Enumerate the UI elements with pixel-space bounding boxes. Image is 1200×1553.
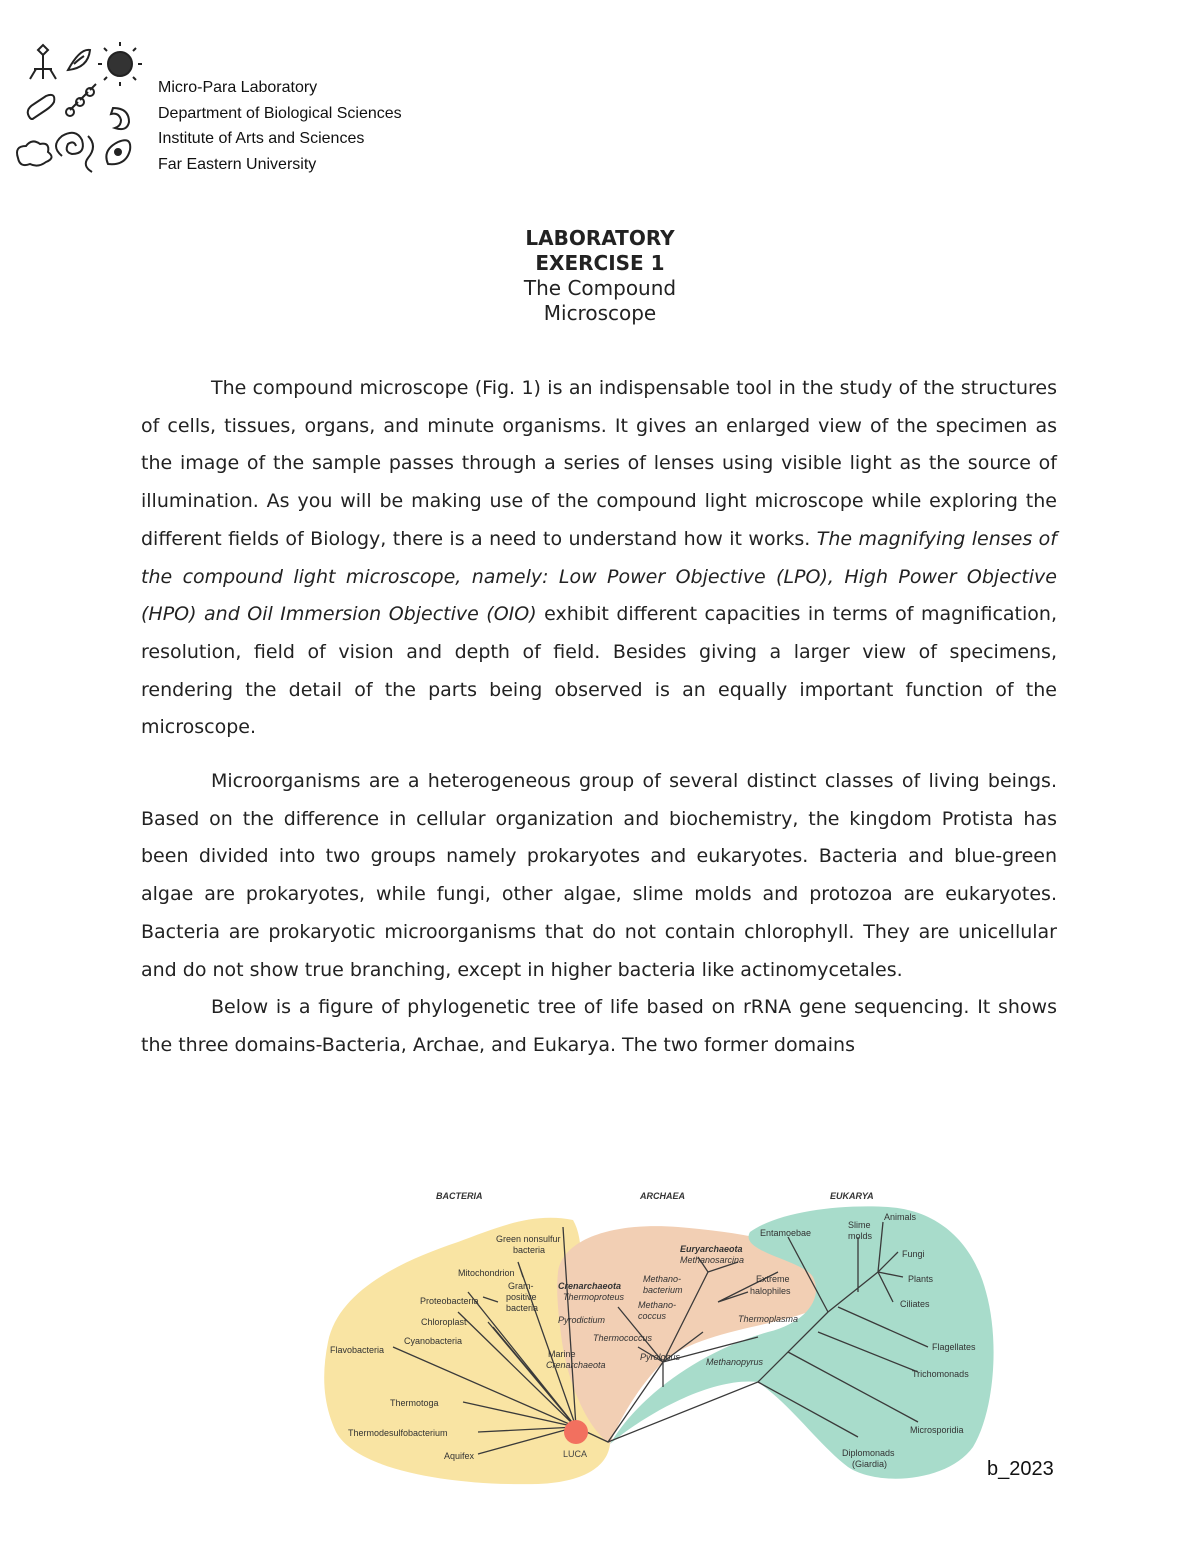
label-fungi: Fungi	[902, 1249, 925, 1259]
title-line-exercise: EXERCISE 1	[535, 251, 665, 275]
exercise-title	[0, 226, 1200, 326]
header-line-university: Far Eastern University	[158, 155, 317, 173]
label-trichomonads: Trichomonads	[912, 1369, 969, 1379]
label-methanococcus-2: coccus	[638, 1311, 667, 1321]
label-euryarchaeota: Euryarchaeota	[680, 1244, 743, 1254]
label-thermoplasma: Thermoplasma	[738, 1314, 799, 1324]
label-green-nonsulfur: Green nonsulfur	[496, 1234, 561, 1244]
label-chloroplast: Chloroplast	[421, 1317, 467, 1327]
label-methanococcus-1: Methano-	[638, 1300, 677, 1310]
label-pyrolobus: Pyrolobus	[640, 1352, 681, 1362]
label-cyanobacteria: Cyanobacteria	[404, 1336, 463, 1346]
p1-text-b: exhibit different capacities in terms of magnification, resolution, field of vision and depth of field. Besides giving a larger view of specimens, rendering the detail of the parts being observed is an equally important function of the microscope.	[141, 603, 1057, 739]
title-line-laboratory: LABORATORY	[525, 226, 675, 250]
label-entamoebae: Entamoebae	[760, 1228, 812, 1238]
luca-label: LUCA	[563, 1449, 588, 1459]
label-thermococcus: Thermococcus	[593, 1333, 653, 1343]
label-flavobacteria: Flavobacteria	[330, 1345, 385, 1355]
header-line-department: Department of Biological Sciences	[158, 104, 402, 122]
label-animals: Animals	[884, 1212, 917, 1222]
label-thermodesulfobacterium: Thermodesulfobacterium	[348, 1428, 448, 1438]
label-thermotoga: Thermotoga	[390, 1398, 439, 1408]
lab-logo-microbes	[8, 40, 143, 175]
p1-italic-objectives: The magnifying lenses of the compound light microscope, namely: Low Power Objective (LPO), High Power Objective (HPO) and Oil Immersion Objective (OIO)	[141, 527, 1057, 626]
label-slime: Slime	[848, 1220, 871, 1230]
domain-bacteria-label: BACTERIA	[436, 1191, 483, 1201]
label-plants: Plants	[908, 1274, 934, 1284]
body-text	[141, 370, 1057, 1065]
paragraph-phylogenetic-tree: Below is a figure of phylogenetic tree of life based on rRNA gene sequencing. It shows the three domains-Bacteria, Archae, and Eukarya. The two former domains	[141, 996, 1057, 1056]
label-gram-2: positive	[506, 1292, 537, 1302]
label-extreme: Extreme	[756, 1274, 790, 1284]
label-methanobacterium-1: Methano-	[643, 1274, 682, 1284]
header-line-institute: Institute of Arts and Sciences	[158, 130, 365, 147]
label-halophiles: halophiles	[750, 1286, 791, 1296]
title-line-microscope: Microscope	[543, 301, 657, 325]
label-pyrodictium: Pyrodictium	[558, 1315, 606, 1325]
label-microsporidia: Microsporidia	[910, 1425, 964, 1435]
label-methanopyrus: Methanopyrus	[706, 1357, 764, 1367]
label-molds: molds	[848, 1231, 873, 1241]
title-line-compound: The Compound	[523, 276, 677, 300]
label-green-nonsulfur-2: bacteria	[513, 1245, 546, 1255]
label-marine: Marine	[548, 1349, 576, 1359]
version-stamp: b_2023	[987, 1458, 1054, 1480]
label-marine-crenarchaeota: Crenarchaeota	[546, 1360, 606, 1370]
label-gram-3: bacteria	[506, 1303, 539, 1313]
label-methanosarcina: Methanosarcina	[680, 1255, 745, 1265]
label-proteobacteria: Proteobacteria	[420, 1296, 479, 1306]
paragraph-microscope	[141, 370, 1057, 747]
domain-archaea-label: ARCHAEA	[640, 1191, 685, 1201]
luca-dot	[564, 1420, 588, 1444]
label-diplomonads: Diplomonads	[842, 1448, 895, 1458]
label-mitochondrion: Mitochondrion	[458, 1268, 515, 1278]
header-line-lab: Micro-Para Laboratory	[158, 79, 318, 96]
label-ciliates: Ciliates	[900, 1299, 930, 1309]
institution-header	[158, 75, 402, 177]
label-crenarchaeota: Crenarchaeota	[558, 1281, 622, 1291]
label-gram-1: Gram-	[508, 1281, 534, 1291]
label-aquifex: Aquifex	[444, 1451, 475, 1461]
domain-eukarya-label: EUKARYA	[830, 1191, 874, 1201]
label-thermoproteus: Thermoproteus	[563, 1292, 625, 1302]
label-flagellates: Flagellates	[932, 1342, 976, 1352]
label-methanobacterium-2: bacterium	[643, 1285, 683, 1295]
phylogenetic-tree-figure	[318, 1182, 1000, 1488]
p1-text-a: The compound microscope (Fig. 1) is an indispensable tool in the study of the structures of cells, tissues, organs, and minute organisms. It gives an enlarged view of the specimen as the image of the sample passes through a series of lenses using visible light as the source of illumination. As you will be making use of the compound light microscope while exploring the different fields of Biology, there is a need to understand how it works.	[141, 377, 1057, 550]
paragraph-microorganisms: Microorganisms are a heterogeneous group of several distinct classes of living beings. Based on the difference in cellular organization and biochemistry, the kingdom Protista has been divided into two groups namely prokaryotes and eukaryotes. Bacteria and blue-green algae are prokaryotes, while fungi, other algae, slime molds and protozoa are eukaryotes. Bacteria are prokaryotic microorganisms that do not contain chlorophyll. They are unicellular and do not show true branching, except in higher bacteria like actinomycetales.	[141, 770, 1057, 981]
label-giardia: (Giardia)	[852, 1459, 888, 1469]
